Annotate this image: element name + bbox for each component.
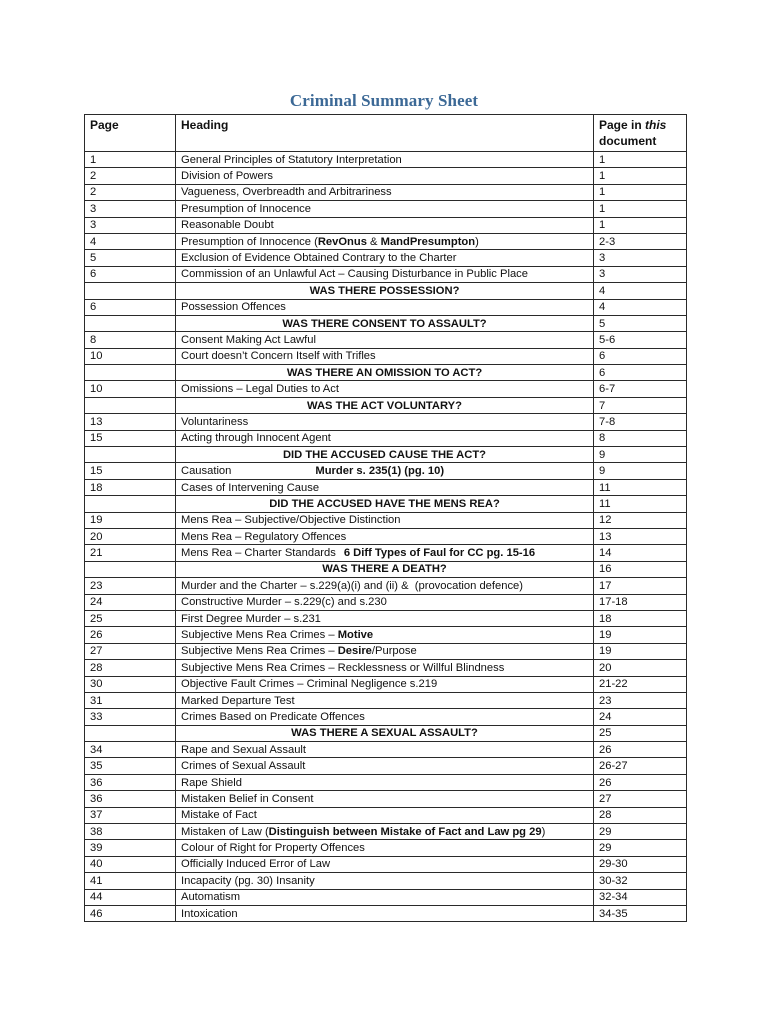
cell-heading [176, 512, 594, 528]
cell-document-page: 24 [594, 709, 687, 725]
heading-text: RevOnus [317, 235, 367, 248]
cell-heading [176, 299, 594, 315]
section-heading [176, 496, 594, 512]
table-row [85, 463, 687, 479]
cell-heading [176, 217, 594, 233]
heading-text: Omissions – Legal Duties to Act [181, 383, 339, 396]
table-row [85, 414, 687, 430]
cell-document-page: 29-30 [594, 856, 687, 872]
table-row [85, 742, 687, 758]
heading-text: WAS THERE A SEXUAL ASSAULT? [291, 727, 478, 740]
cell-heading [176, 791, 594, 807]
table-row [85, 184, 687, 200]
table-row [85, 594, 687, 610]
cell-page: 15 [85, 430, 176, 446]
cell-document-page: 18 [594, 610, 687, 626]
heading-text: WAS THERE AN OMISSION TO ACT? [286, 366, 483, 379]
cell-document-page: 13 [594, 528, 687, 544]
heading-text: WAS THERE CONSENT TO ASSAULT? [282, 317, 487, 330]
cell-heading [176, 578, 594, 594]
cell-page: 23 [85, 578, 176, 594]
cell-heading [176, 660, 594, 676]
cell-page: 35 [85, 758, 176, 774]
column-header-heading: Heading [176, 115, 594, 152]
heading-text: Presumption of Innocence [181, 202, 311, 215]
section-heading [176, 725, 594, 741]
table-row [85, 692, 687, 708]
cell-page: 4 [85, 233, 176, 249]
cell-document-page: 4 [594, 299, 687, 315]
cell-page: 24 [85, 594, 176, 610]
cell-document-page: 6 [594, 365, 687, 381]
table-row [85, 348, 687, 364]
heading-text: Motive [337, 629, 374, 642]
heading-text: Vagueness, Overbreadth and Arbitrariness [181, 186, 392, 199]
section-row [85, 397, 687, 413]
table-row [85, 250, 687, 266]
table-row [85, 758, 687, 774]
summary-table [84, 114, 687, 922]
cell-page: 28 [85, 660, 176, 676]
cell-document-page: 29 [594, 840, 687, 856]
table-row [85, 299, 687, 315]
heading-text: WAS THERE POSSESSION? [309, 284, 460, 297]
heading-text: Causation [181, 465, 232, 478]
table-row [85, 610, 687, 626]
heading-text: Reasonable Doubt [181, 219, 274, 232]
cell-heading [176, 463, 594, 479]
heading-text: DID THE ACCUSED HAVE THE MENS REA? [269, 497, 500, 510]
cell-page: 36 [85, 791, 176, 807]
table-header [85, 115, 687, 152]
cell-document-page: 1 [594, 184, 687, 200]
heading-text: Distinguish between Mistake of Fact and Law pg 29 [268, 825, 542, 838]
cell-page [85, 725, 176, 741]
table-row [85, 266, 687, 282]
header-doc-suffix: document [599, 134, 657, 148]
heading-text: Subjective Mens Rea Crimes – [181, 629, 338, 642]
table-row [85, 709, 687, 725]
heading-text: Mens Rea – Charter Standards [181, 547, 336, 560]
cell-page [85, 397, 176, 413]
table-row [85, 217, 687, 233]
heading-text: Voluntariness [181, 415, 249, 428]
cell-page: 6 [85, 299, 176, 315]
cell-document-page: 30-32 [594, 873, 687, 889]
table-row [85, 643, 687, 659]
section-row [85, 315, 687, 331]
cell-document-page: 25 [594, 725, 687, 741]
cell-heading [176, 250, 594, 266]
section-heading [176, 365, 594, 381]
header-doc-prefix: Page in [599, 118, 646, 132]
cell-document-page: 4 [594, 283, 687, 299]
heading-text: Commission of an Unlawful Act – Causing Disturbance in Public Place [181, 268, 528, 281]
table-row [85, 660, 687, 676]
heading-text: Officially Induced Error of Law [181, 858, 331, 871]
cell-page [85, 365, 176, 381]
table-row [85, 152, 687, 168]
cell-page: 6 [85, 266, 176, 282]
cell-heading [176, 627, 594, 643]
cell-page: 10 [85, 381, 176, 397]
cell-page: 37 [85, 807, 176, 823]
cell-page: 19 [85, 512, 176, 528]
heading-text: MandPresumpton [380, 235, 476, 248]
table-row [85, 840, 687, 856]
cell-page: 18 [85, 479, 176, 495]
heading-text: Mistaken of Law ( [181, 825, 269, 838]
heading-text: Cases of Intervening Cause [181, 481, 320, 494]
cell-document-page: 12 [594, 512, 687, 528]
section-row [85, 365, 687, 381]
cell-heading [176, 824, 594, 840]
cell-document-page: 26 [594, 742, 687, 758]
table-row [85, 774, 687, 790]
section-row [85, 561, 687, 577]
heading-text: WAS THE ACT VOLUNTARY? [307, 399, 462, 412]
cell-heading [176, 152, 594, 168]
section-row [85, 447, 687, 463]
table-row [85, 512, 687, 528]
table-row [85, 332, 687, 348]
heading-text: Crimes of Sexual Assault [181, 760, 306, 773]
section-heading [176, 397, 594, 413]
cell-page: 26 [85, 627, 176, 643]
heading-text: Objective Fault Crimes – Criminal Negligence s.219 [181, 678, 438, 691]
cell-heading [176, 856, 594, 872]
cell-page: 2 [85, 168, 176, 184]
cell-page: 27 [85, 643, 176, 659]
cell-page: 40 [85, 856, 176, 872]
cell-page: 1 [85, 152, 176, 168]
cell-document-page: 1 [594, 168, 687, 184]
cell-document-page: 16 [594, 561, 687, 577]
heading-text: Constructive Murder – s.229(c) and s.230 [181, 596, 387, 609]
table-row [85, 201, 687, 217]
heading-text: & [366, 235, 381, 248]
cell-heading [176, 873, 594, 889]
table-body [85, 152, 687, 922]
heading-text: Automatism [181, 891, 241, 904]
cell-heading [176, 332, 594, 348]
table-row [85, 889, 687, 905]
cell-document-page: 28 [594, 807, 687, 823]
heading-text: Consent Making Act Lawful [181, 333, 316, 346]
cell-page: 33 [85, 709, 176, 725]
table-row [85, 627, 687, 643]
table-row [85, 233, 687, 249]
heading-text: Mens Rea – Subjective/Objective Distinction [181, 514, 401, 527]
cell-heading [176, 774, 594, 790]
cell-page: 21 [85, 545, 176, 561]
cell-document-page: 1 [594, 152, 687, 168]
heading-text: Intoxication [181, 907, 238, 920]
heading-text: Court doesn’t Concern Itself with Trifles [181, 350, 376, 363]
cell-heading [176, 184, 594, 200]
heading-text: Exclusion of Evidence Obtained Contrary to the Charter [181, 252, 457, 265]
section-row [85, 496, 687, 512]
table-row [85, 856, 687, 872]
cell-page: 30 [85, 676, 176, 692]
cell-page: 15 [85, 463, 176, 479]
heading-text: Crimes Based on Predicate Offences [181, 710, 365, 723]
cell-heading [176, 479, 594, 495]
cell-document-page: 29 [594, 824, 687, 840]
cell-heading [176, 430, 594, 446]
cell-page [85, 315, 176, 331]
heading-text: Presumption of Innocence ( [181, 235, 318, 248]
heading-text: Mistake of Fact [181, 809, 257, 822]
table-row [85, 168, 687, 184]
cell-page: 25 [85, 610, 176, 626]
heading-text: DID THE ACCUSED CAUSE THE ACT? [282, 448, 487, 461]
cell-document-page: 14 [594, 545, 687, 561]
heading-text: Rape and Sexual Assault [181, 743, 307, 756]
header-row [85, 115, 687, 152]
cell-document-page: 1 [594, 201, 687, 217]
section-row [85, 725, 687, 741]
cell-document-page: 5-6 [594, 332, 687, 348]
cell-heading [176, 742, 594, 758]
heading-text: Rape Shield [181, 776, 242, 789]
heading-text: Murder and the Charter – s.229(a)(i) and (ii) & (provocation defence) [181, 579, 523, 592]
table-row [85, 578, 687, 594]
table-row [85, 824, 687, 840]
cell-page: 41 [85, 873, 176, 889]
heading-text: ) [475, 235, 479, 248]
cell-heading [176, 201, 594, 217]
cell-page: 38 [85, 824, 176, 840]
cell-document-page: 6-7 [594, 381, 687, 397]
cell-document-page: 9 [594, 463, 687, 479]
heading-text: Subjective Mens Rea Crimes – Recklessness or Willful Blindness [181, 661, 505, 674]
cell-document-page: 26 [594, 774, 687, 790]
cell-heading [176, 233, 594, 249]
table-row [85, 791, 687, 807]
cell-page: 2 [85, 184, 176, 200]
cell-heading [176, 266, 594, 282]
cell-heading [176, 758, 594, 774]
cell-heading [176, 692, 594, 708]
section-row [85, 283, 687, 299]
heading-text: 6 Diff Types of Faul for CC pg. 15-16 [343, 547, 536, 560]
table-row [85, 676, 687, 692]
section-heading [176, 447, 594, 463]
cell-page [85, 447, 176, 463]
cell-document-page: 9 [594, 447, 687, 463]
cell-document-page: 19 [594, 643, 687, 659]
cell-document-page: 7-8 [594, 414, 687, 430]
table-row [85, 479, 687, 495]
cell-page: 3 [85, 217, 176, 233]
table-row [85, 807, 687, 823]
cell-heading [176, 840, 594, 856]
cell-page: 34 [85, 742, 176, 758]
heading-text: Incapacity (pg. 30) Insanity [181, 874, 315, 887]
cell-heading [176, 168, 594, 184]
heading-text: Marked Departure Test [181, 694, 295, 707]
heading-text: Desire [337, 645, 372, 658]
cell-document-page: 23 [594, 692, 687, 708]
column-header-document-page [594, 115, 687, 152]
table-row [85, 430, 687, 446]
cell-document-page: 2-3 [594, 233, 687, 249]
cell-document-page: 7 [594, 397, 687, 413]
cell-heading [176, 889, 594, 905]
cell-document-page: 19 [594, 627, 687, 643]
page-title: Criminal Summary Sheet [289, 91, 479, 110]
column-header-page: Page [85, 115, 176, 152]
cell-heading [176, 594, 594, 610]
cell-heading [176, 381, 594, 397]
cell-page: 10 [85, 348, 176, 364]
cell-heading [176, 545, 594, 561]
cell-heading [176, 414, 594, 430]
cell-heading [176, 528, 594, 544]
heading-text: General Principles of Statutory Interpretation [181, 153, 402, 166]
cell-document-page: 34-35 [594, 905, 687, 921]
cell-page [85, 283, 176, 299]
cell-document-page: 32-34 [594, 889, 687, 905]
heading-text: Possession Offences [181, 301, 286, 314]
heading-text: /Purpose [371, 645, 417, 658]
cell-document-page: 5 [594, 315, 687, 331]
heading-text: Murder s. 235(1) (pg. 10) [315, 465, 445, 478]
table-row [85, 873, 687, 889]
heading-text: First Degree Murder – s.231 [181, 612, 321, 625]
cell-document-page: 1 [594, 217, 687, 233]
cell-page: 5 [85, 250, 176, 266]
cell-page: 13 [85, 414, 176, 430]
cell-page: 44 [85, 889, 176, 905]
cell-document-page: 3 [594, 266, 687, 282]
table-row [85, 545, 687, 561]
table-row [85, 381, 687, 397]
heading-text: Acting through Innocent Agent [181, 432, 331, 445]
cell-document-page: 17-18 [594, 594, 687, 610]
cell-heading [176, 676, 594, 692]
section-heading [176, 283, 594, 299]
cell-page: 3 [85, 201, 176, 217]
table-row [85, 905, 687, 921]
cell-page: 39 [85, 840, 176, 856]
section-heading [176, 315, 594, 331]
cell-page: 8 [85, 332, 176, 348]
header-doc-italic: this [645, 118, 667, 132]
cell-page [85, 561, 176, 577]
cell-page: 31 [85, 692, 176, 708]
cell-document-page: 11 [594, 479, 687, 495]
cell-document-page: 11 [594, 496, 687, 512]
cell-document-page: 20 [594, 660, 687, 676]
heading-text: ) [541, 825, 546, 838]
cell-document-page: 27 [594, 791, 687, 807]
cell-page: 46 [85, 905, 176, 921]
cell-page: 20 [85, 528, 176, 544]
heading-text: Mistaken Belief in Consent [181, 792, 314, 805]
heading-text: Mens Rea – Regulatory Offences [181, 530, 347, 543]
heading-text: WAS THERE A DEATH? [322, 563, 447, 576]
cell-document-page: 21-22 [594, 676, 687, 692]
cell-heading [176, 610, 594, 626]
heading-text: Colour of Right for Property Offences [181, 842, 365, 855]
cell-page [85, 496, 176, 512]
cell-document-page: 8 [594, 430, 687, 446]
cell-document-page: 17 [594, 578, 687, 594]
heading-text: Subjective Mens Rea Crimes – [181, 645, 338, 658]
section-heading [176, 561, 594, 577]
cell-heading [176, 643, 594, 659]
cell-heading [176, 709, 594, 725]
cell-document-page: 26-27 [594, 758, 687, 774]
table-row [85, 528, 687, 544]
cell-heading [176, 348, 594, 364]
cell-heading [176, 905, 594, 921]
cell-heading [176, 807, 594, 823]
cell-document-page: 3 [594, 250, 687, 266]
cell-page: 36 [85, 774, 176, 790]
cell-document-page: 6 [594, 348, 687, 364]
heading-text: Division of Powers [181, 170, 274, 183]
